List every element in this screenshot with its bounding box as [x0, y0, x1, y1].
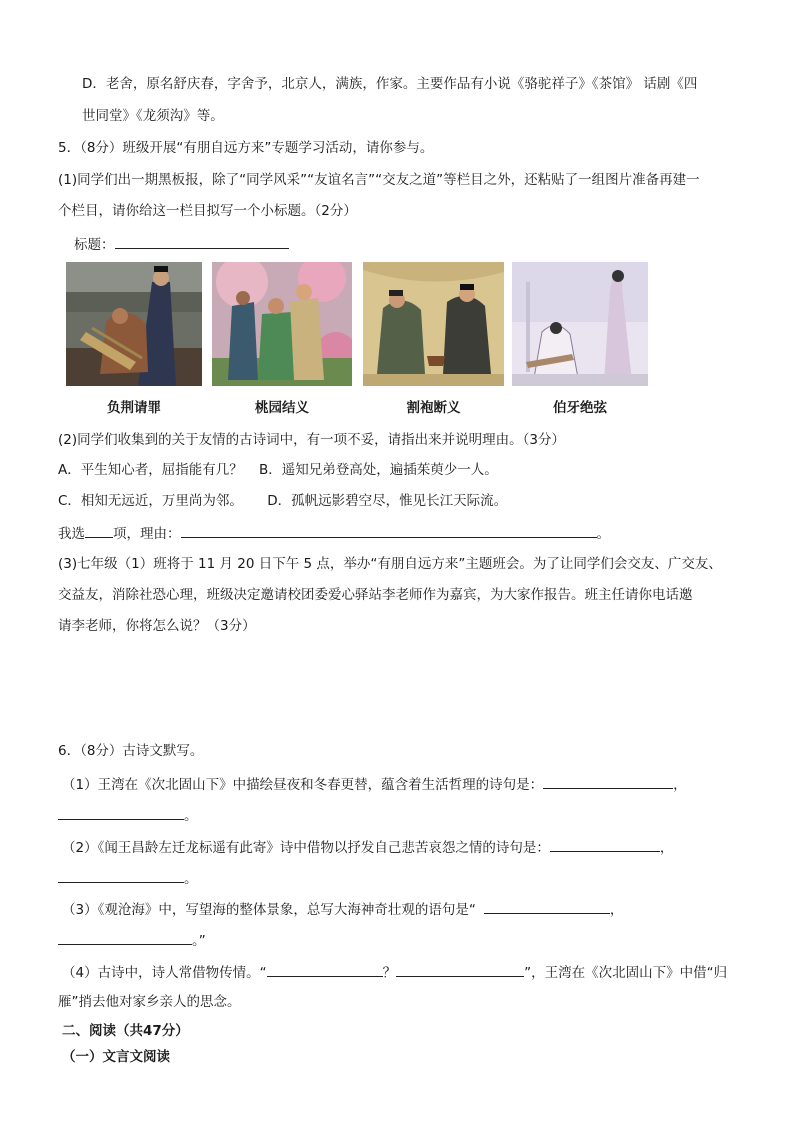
- option-d: D．孤帆远影碧空尽，惟见长江天际流。: [267, 493, 508, 509]
- boya-painting-icon: [512, 262, 648, 386]
- option-b: B．遥知兄弟登高处，遍插茱萸少一人。: [259, 462, 498, 478]
- reason-label: 项，理由：: [113, 526, 181, 542]
- comma: ，: [609, 902, 624, 918]
- q6-s1-text: （1）王湾在《次北固山下》中描绘昼夜和冬春更替，蕴含着生活哲理的诗句是：: [62, 777, 544, 793]
- section-2-title: 二、阅读（共47分）: [62, 1023, 189, 1039]
- caption-boya: 伯牙绝弦: [553, 400, 607, 416]
- q6-s4-blank1[interactable]: [267, 961, 383, 977]
- question-5-intro: 5．（8分）班级开展“有朋自远方来”专题学习活动，请你参与。: [58, 140, 434, 156]
- option-a: A．平生知心者，屈指能有几？: [58, 462, 243, 478]
- q6-s4-row: [62, 961, 727, 983]
- q5-part2: (2)同学们收集到的关于友情的古诗词中，有一项不妥，请指出来并说明理由。（3分）: [58, 432, 565, 448]
- title-answer-blank[interactable]: [115, 233, 289, 249]
- q5-part3-line2: 交益友，消除社恐心理，班级决定邀请校团委爱心驿站李老师作为嘉宾，为大家作报告。班主任请你电话邀: [58, 587, 693, 603]
- option-row-cd: [58, 491, 507, 511]
- q6-s3-blank2[interactable]: [58, 929, 192, 945]
- q6-s2-row2: [58, 867, 198, 889]
- period: 。: [596, 526, 610, 542]
- gepao-painting-icon: [363, 262, 504, 386]
- caption-fujing: 负荆请罪: [107, 400, 161, 416]
- q5-part1-line1: (1)同学们出一期黑板报，除了“同学风采”“友谊名言”“交友之道”等栏目之外，还粘贴了一组图片准备再建一: [58, 172, 700, 188]
- q6-s3-text: （3）《观沧海》中，写望海的整体景象，总写大海神奇壮观的语句是“: [62, 902, 476, 918]
- caption-gepao: 割袍断义: [406, 400, 461, 416]
- period: 。: [184, 871, 198, 887]
- comma: ，: [673, 777, 687, 793]
- q5-part3-line3: 请李老师，你将怎么说？（3分）: [58, 618, 256, 634]
- reason-blank[interactable]: [181, 522, 597, 538]
- question-6-intro: 6．（8分）古诗文默写。: [58, 743, 204, 759]
- choice-blank[interactable]: [85, 522, 113, 538]
- q6-s1-blank1[interactable]: [543, 773, 673, 789]
- question-mark: ？: [382, 965, 397, 981]
- q6-s2-text: （2）《闻王昌龄左迁龙标遥有此寄》诗中借物以抒发自己悲苦哀怨之情的诗句是：: [62, 840, 550, 856]
- q5-part1-line2: 个栏目，请你给这一栏目拟写一个小标题。（2分）: [58, 203, 357, 219]
- title-answer-row: [74, 233, 289, 255]
- q6-s1-row2: [58, 804, 198, 826]
- q6-s1-row: [62, 773, 687, 795]
- q6-s4-row2: 雁”捎去他对家乡亲人的思念。: [58, 994, 241, 1010]
- end-quote: 。”: [192, 933, 206, 949]
- q6-s4-text2: ”，王湾在《次北固山下》中借“归: [524, 965, 728, 981]
- q6-s2-blank1[interactable]: [550, 836, 660, 852]
- option-row-ab: [58, 460, 498, 480]
- q6-s1-blank2[interactable]: [58, 804, 184, 820]
- taoyuan-painting-icon: [212, 262, 352, 386]
- section-2-subtitle: （一）文言文阅读: [62, 1049, 170, 1065]
- caption-taoyuan: 桃园结义: [255, 400, 309, 416]
- q6-s4-blank2[interactable]: [396, 961, 524, 977]
- comma: ，: [659, 840, 674, 856]
- q6-s3-row: [62, 898, 623, 920]
- q6-s2-row: [62, 836, 673, 858]
- q6-s4-text: （4）古诗中，诗人常借物传情。“: [62, 965, 267, 981]
- q6-s3-blank1[interactable]: [484, 898, 610, 914]
- q5-part3-line1: (3)七年级（1）班将于 11 月 20 日下午 5 点，举办“有朋自远方来”主题班会。为了让同学们会交友、广交友、: [58, 556, 722, 572]
- period: 。: [184, 808, 198, 824]
- q6-s2-blank2[interactable]: [58, 867, 184, 883]
- option-c: C．相知无远近，万里尚为邻。: [58, 493, 243, 509]
- choice-label: 我选: [58, 526, 85, 542]
- title-label: 标题：: [74, 237, 115, 253]
- fujing-painting-icon: [66, 262, 202, 386]
- q6-s3-row2: [58, 929, 206, 951]
- choice-answer-row: [58, 522, 610, 544]
- option-d-line2: 世同堂》《龙须沟》等。: [82, 108, 224, 124]
- option-d-line1: D．老舍，原名舒庆春，字舍予，北京人，满族，作家。主要作品有小说《骆驼祥子》《茶馆》 话剧《四: [82, 76, 698, 92]
